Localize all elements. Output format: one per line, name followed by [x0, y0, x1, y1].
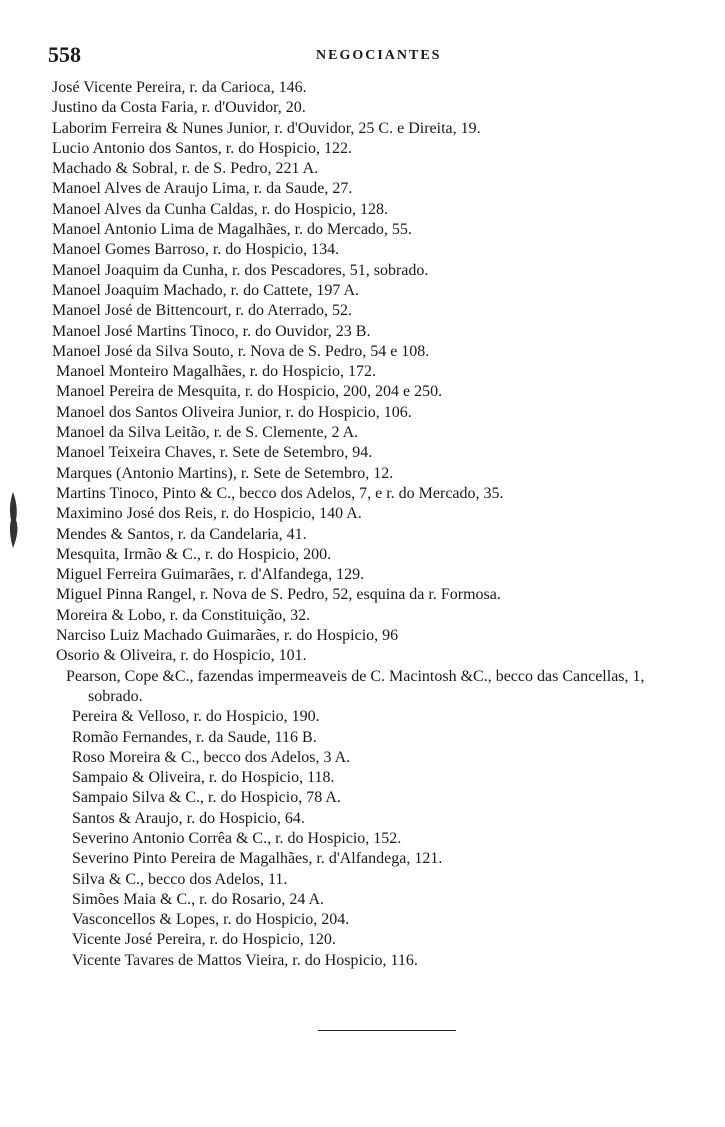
list-item: Manoel José da Silva Souto, r. Nova de S. Pedro, 54 e 108.	[52, 342, 430, 360]
list-item: Manoel Pereira de Mesquita, r. do Hospicio, 200, 204 e 250.	[56, 383, 443, 401]
list-item: Simões Maia & C., r. do Rosario, 24 A.	[72, 890, 324, 908]
list-item: Manoel Teixeira Chaves, r. Sete de Setembro, 94.	[56, 444, 373, 462]
list-item: Vicente Tavares de Mattos Vieira, r. do Hospicio, 116.	[72, 951, 418, 969]
list-item: Severino Antonio Corrêa & C., r. do Hospicio, 152.	[72, 829, 402, 847]
list-item: Narciso Luiz Machado Guimarães, r. do Hospicio, 96	[56, 627, 399, 645]
list-item: Manoel José Martins Tinoco, r. do Ouvidor, 23 B.	[52, 322, 371, 340]
list-item: Manoel Alves da Cunha Caldas, r. do Hospicio, 128.	[52, 200, 388, 218]
list-item: Manoel Gomes Barroso, r. do Hospicio, 134.	[52, 241, 340, 259]
list-item: Manoel dos Santos Oliveira Junior, r. do Hospicio, 106.	[56, 403, 412, 421]
list-item: Maximino José dos Reis, r. do Hospicio, 140 A.	[56, 505, 362, 523]
list-item: Sampaio & Oliveira, r. do Hospicio, 118.	[72, 769, 335, 787]
list-item: Sampaio Silva & C., r. do Hospicio, 78 A.	[72, 789, 341, 807]
list-item: Vasconcellos & Lopes, r. do Hospicio, 204.	[72, 911, 350, 929]
list-item: Manoel Monteiro Magalhães, r. do Hospicio, 172.	[56, 363, 376, 381]
list-item: Lucio Antonio dos Santos, r. do Hospicio, 122.	[52, 139, 352, 157]
list-item: Laborim Ferreira & Nunes Junior, r. d'Ouvidor, 25 C. e Direita, 19.	[52, 119, 481, 137]
list-item: Pearson, Cope &C., fazendas impermeaveis de C. Macintosh &C., becco das Cancellas, 1, sobrado.	[66, 667, 645, 705]
list-item: Miguel Ferreira Guimarães, r. d'Alfandega, 129.	[56, 566, 365, 584]
list-item: Roso Moreira & C., becco dos Adelos, 3 A.	[72, 748, 351, 766]
list-item: Machado & Sobral, r. de S. Pedro, 221 A.	[52, 160, 319, 178]
list-item: Moreira & Lobo, r. da Constituição, 32.	[56, 606, 311, 624]
list-item: Marques (Antonio Martins), r. Sete de Setembro, 12.	[56, 464, 394, 482]
page-header	[48, 42, 688, 70]
list-item: Manoel Joaquim da Cunha, r. dos Pescadores, 51, sobrado.	[52, 261, 429, 279]
list-item: Severino Pinto Pereira de Magalhães, r. d'Alfandega, 121.	[72, 850, 443, 868]
list-item: Manoel Antonio Lima de Magalhães, r. do Mercado, 55.	[52, 221, 412, 239]
list-item: Miguel Pinna Rangel, r. Nova de S. Pedro, 52, esquina da r. Formosa.	[56, 586, 501, 604]
running-head: NEGOCIANTES	[316, 48, 442, 63]
list-item: Justino da Costa Faria, r. d'Ouvidor, 20.	[52, 99, 306, 117]
list-item: Silva & C., becco dos Adelos, 11.	[72, 870, 288, 888]
list-item: Mendes & Santos, r. da Candelaria, 41.	[56, 525, 307, 543]
closing-rule	[318, 1030, 456, 1031]
list-item: Manoel José de Bittencourt, r. do Aterrado, 52.	[52, 302, 352, 320]
list-item: Manoel Joaquim Machado, r. do Cattete, 197 A.	[52, 281, 360, 299]
page-number: 558	[48, 42, 81, 67]
list-item: Romão Fernandes, r. da Saude, 116 B.	[72, 728, 317, 746]
list-item: Mesquita, Irmão & C., r. do Hospicio, 200.	[56, 545, 332, 563]
list-item: Martins Tinoco, Pinto & C., becco dos Adelos, 7, e r. do Mercado, 35.	[56, 484, 504, 502]
list-item: Pereira & Velloso, r. do Hospicio, 190.	[72, 708, 320, 726]
margin-ink-mark	[7, 490, 20, 550]
list-item: Santos & Araujo, r. do Hospicio, 64.	[72, 809, 305, 827]
directory-entries	[52, 78, 702, 971]
list-item: Manoel Alves de Araujo Lima, r. da Saude, 27.	[52, 180, 353, 198]
list-item: Vicente José Pereira, r. do Hospicio, 120.	[72, 931, 336, 949]
list-item: Manoel da Silva Leitão, r. de S. Clemente, 2 A.	[56, 424, 359, 442]
list-item: Osorio & Oliveira, r. do Hospicio, 101.	[56, 647, 307, 665]
list-item: José Vicente Pereira, r. da Carioca, 146.	[52, 79, 307, 96]
